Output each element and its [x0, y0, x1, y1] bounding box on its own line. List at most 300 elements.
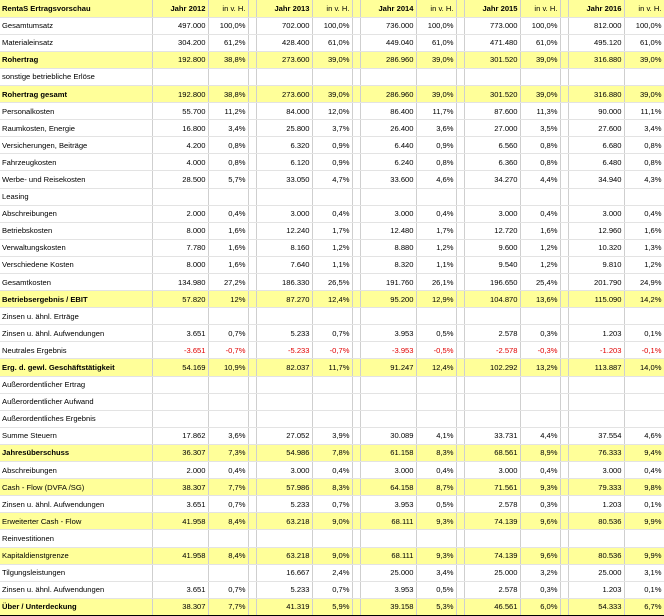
pct-header: in v. H. [520, 0, 560, 17]
percent-cell: 0,4% [208, 205, 248, 222]
percent-cell: -0,7% [312, 342, 352, 359]
spacer-cell [248, 0, 256, 17]
value-cell: 86.400 [360, 103, 416, 120]
row-label: Gesamtumsatz [0, 17, 152, 34]
percent-cell: 1,2% [416, 239, 456, 256]
percent-cell: 0,7% [208, 496, 248, 513]
value-cell: 57.986 [256, 479, 312, 496]
spacer-cell [456, 410, 464, 427]
percent-cell: 4,7% [312, 171, 352, 188]
value-cell: 25.000 [464, 564, 520, 581]
value-cell: 25.000 [360, 564, 416, 581]
spacer-cell [456, 51, 464, 68]
spacer-cell [456, 462, 464, 479]
row-label: Kapitaldienstgrenze [0, 547, 152, 564]
value-cell: -3.953 [360, 342, 416, 359]
percent-cell: 13,6% [520, 291, 560, 308]
spacer-cell [560, 564, 568, 581]
spacer-cell [248, 581, 256, 598]
value-cell: 2.578 [464, 581, 520, 598]
row-label: Erg. d. gewl. Geschäftstätigkeit [0, 359, 152, 376]
percent-cell: 39,0% [416, 51, 456, 68]
row-label: Zinsen u. ähnl. Erträge [0, 308, 152, 325]
value-cell: 5.233 [256, 496, 312, 513]
spacer-cell [248, 325, 256, 342]
spacer-cell [352, 188, 360, 205]
table-row [0, 274, 664, 291]
value-cell: 5.233 [256, 325, 312, 342]
spacer-cell [456, 581, 464, 598]
value-cell: 286.960 [360, 51, 416, 68]
value-cell [256, 308, 312, 325]
percent-cell [312, 530, 352, 547]
spacer-cell [560, 427, 568, 444]
header-row [0, 0, 664, 17]
value-cell: 91.247 [360, 359, 416, 376]
percent-cell [208, 188, 248, 205]
percent-cell: 39,0% [312, 85, 352, 102]
spacer-cell [560, 137, 568, 154]
percent-cell: 9,9% [624, 513, 664, 530]
value-cell: 54.169 [152, 359, 208, 376]
percent-cell: 12,9% [416, 291, 456, 308]
value-cell: 33.050 [256, 171, 312, 188]
spacer-cell [456, 171, 464, 188]
spacer-cell [248, 308, 256, 325]
percent-cell: 2,4% [312, 564, 352, 581]
value-cell: 61.158 [360, 444, 416, 461]
percent-cell: 0,4% [624, 205, 664, 222]
value-cell: 41.958 [152, 513, 208, 530]
percent-cell: 0,4% [312, 205, 352, 222]
spacer-cell [352, 68, 360, 85]
value-cell [256, 410, 312, 427]
spacer-cell [456, 137, 464, 154]
value-cell: 9.600 [464, 239, 520, 256]
percent-cell: 3,1% [624, 564, 664, 581]
percent-cell: 3,5% [520, 120, 560, 137]
percent-cell: 0,3% [520, 496, 560, 513]
percent-cell: 1,6% [208, 222, 248, 239]
table-row [0, 154, 664, 171]
percent-cell: 9,3% [416, 513, 456, 530]
value-cell: 495.120 [568, 34, 624, 51]
percent-cell [520, 188, 560, 205]
row-label: Personalkosten [0, 103, 152, 120]
value-cell: 9.810 [568, 256, 624, 273]
spacer-cell [560, 376, 568, 393]
percent-cell: 100,0% [208, 17, 248, 34]
value-cell: 41.319 [256, 598, 312, 615]
row-label: Abschreibungen [0, 205, 152, 222]
table-row [0, 547, 664, 564]
percent-cell: 1,2% [520, 256, 560, 273]
table-row [0, 530, 664, 547]
value-cell: 2.578 [464, 496, 520, 513]
spacer-cell [248, 564, 256, 581]
value-cell [568, 393, 624, 410]
percent-cell: 3,2% [520, 564, 560, 581]
spacer-cell [352, 496, 360, 513]
value-cell: 316.880 [568, 85, 624, 102]
spacer-cell [352, 513, 360, 530]
percent-cell: 11,2% [208, 103, 248, 120]
value-cell [360, 410, 416, 427]
spacer-cell [560, 513, 568, 530]
spacer-cell [456, 325, 464, 342]
percent-cell: 0,4% [624, 462, 664, 479]
value-cell: 304.200 [152, 34, 208, 51]
spacer-cell [248, 479, 256, 496]
value-cell: 6.320 [256, 137, 312, 154]
spacer-cell [248, 103, 256, 120]
percent-cell: 8,7% [416, 479, 456, 496]
table-row [0, 479, 664, 496]
value-cell: 812.000 [568, 17, 624, 34]
percent-cell: 0,8% [624, 137, 664, 154]
spacer-cell [560, 256, 568, 273]
spacer-cell [560, 171, 568, 188]
table-row [0, 51, 664, 68]
spacer-cell [456, 256, 464, 273]
percent-cell: 12% [208, 291, 248, 308]
value-cell: 6.560 [464, 137, 520, 154]
percent-cell [312, 68, 352, 85]
spacer-cell [560, 154, 568, 171]
year-header: Jahr 2015 [464, 0, 520, 17]
percent-cell: 39,0% [624, 51, 664, 68]
spacer-cell [352, 427, 360, 444]
value-cell: 115.090 [568, 291, 624, 308]
table-row [0, 256, 664, 273]
row-label: Reinvestitionen [0, 530, 152, 547]
value-cell: 3.953 [360, 496, 416, 513]
spacer-cell [248, 68, 256, 85]
percent-cell [624, 376, 664, 393]
percent-cell [520, 393, 560, 410]
percent-cell: 61,0% [520, 34, 560, 51]
percent-cell: 61,0% [624, 34, 664, 51]
percent-cell: 0,8% [416, 154, 456, 171]
spacer-cell [456, 154, 464, 171]
spacer-cell [248, 188, 256, 205]
spacer-cell [248, 171, 256, 188]
spacer-cell [456, 547, 464, 564]
spacer-cell [352, 205, 360, 222]
percent-cell: 9,0% [312, 547, 352, 564]
value-cell [256, 376, 312, 393]
value-cell: 5.233 [256, 581, 312, 598]
value-cell: 54.333 [568, 598, 624, 615]
spacer-cell [248, 222, 256, 239]
value-cell: 46.561 [464, 598, 520, 615]
value-cell: 16.800 [152, 120, 208, 137]
value-cell: 84.000 [256, 103, 312, 120]
percent-cell: 3,6% [208, 427, 248, 444]
value-cell [152, 410, 208, 427]
percent-cell: 61,0% [416, 34, 456, 51]
percent-cell: 7,3% [208, 444, 248, 461]
percent-cell: 7,8% [312, 444, 352, 461]
percent-cell: -0,3% [520, 342, 560, 359]
value-cell: 3.000 [256, 462, 312, 479]
percent-cell [624, 308, 664, 325]
value-cell [152, 188, 208, 205]
spacer-cell [248, 291, 256, 308]
spacer-cell [456, 530, 464, 547]
value-cell: 8.320 [360, 256, 416, 273]
table-row [0, 222, 664, 239]
value-cell: 38.307 [152, 479, 208, 496]
spacer-cell [560, 85, 568, 102]
percent-cell: 0,1% [624, 496, 664, 513]
spacer-cell [560, 308, 568, 325]
spacer-cell [560, 188, 568, 205]
row-label: Verwaltungskosten [0, 239, 152, 256]
value-cell: 17.862 [152, 427, 208, 444]
value-cell [360, 393, 416, 410]
spacer-cell [456, 376, 464, 393]
value-cell: 104.870 [464, 291, 520, 308]
value-cell: 80.536 [568, 513, 624, 530]
percent-cell: 0,4% [520, 462, 560, 479]
percent-cell: 9,4% [624, 444, 664, 461]
percent-cell: -0,1% [624, 342, 664, 359]
spacer-cell [248, 547, 256, 564]
percent-cell [312, 410, 352, 427]
percent-cell: 38,8% [208, 51, 248, 68]
spacer-cell [248, 410, 256, 427]
spacer-cell [248, 513, 256, 530]
spacer-cell [560, 444, 568, 461]
percent-cell [416, 410, 456, 427]
spacer-cell [352, 479, 360, 496]
row-label: Erweiterter Cash - Flow [0, 513, 152, 530]
value-cell: 12.480 [360, 222, 416, 239]
spacer-cell [456, 17, 464, 34]
percent-cell: -0,7% [208, 342, 248, 359]
spacer-cell [456, 188, 464, 205]
spacer-cell [248, 85, 256, 102]
value-cell: 3.000 [568, 462, 624, 479]
spacer-cell [352, 274, 360, 291]
table-row [0, 581, 664, 598]
value-cell: 68.111 [360, 513, 416, 530]
table-row [0, 171, 664, 188]
percent-cell: 1,7% [312, 222, 352, 239]
spacer-cell [352, 137, 360, 154]
spacer-cell [352, 34, 360, 51]
percent-cell: 11,7% [312, 359, 352, 376]
value-cell: 7.640 [256, 256, 312, 273]
value-cell: 39.158 [360, 598, 416, 615]
table-body [0, 17, 664, 615]
row-label: Cash - Flow (DVFA /SG) [0, 479, 152, 496]
table-row [0, 496, 664, 513]
value-cell: 90.000 [568, 103, 624, 120]
percent-cell: 4,3% [624, 171, 664, 188]
spacer-cell [456, 274, 464, 291]
value-cell: 3.953 [360, 325, 416, 342]
spacer-cell [560, 34, 568, 51]
value-cell: 3.000 [464, 205, 520, 222]
percent-cell [624, 393, 664, 410]
percent-cell: 7,7% [208, 598, 248, 615]
spacer-cell [352, 547, 360, 564]
percent-cell: 100,0% [520, 17, 560, 34]
row-label: Zinsen u. ähnl. Aufwendungen [0, 581, 152, 598]
value-cell [464, 410, 520, 427]
percent-cell: 27,2% [208, 274, 248, 291]
value-cell: 30.089 [360, 427, 416, 444]
pct-header: in v. H. [312, 0, 352, 17]
spacer-cell [248, 342, 256, 359]
row-label: Außerordentliches Ergebnis [0, 410, 152, 427]
value-cell: 4.200 [152, 137, 208, 154]
spacer-cell [456, 359, 464, 376]
value-cell [464, 308, 520, 325]
value-cell: 428.400 [256, 34, 312, 51]
percent-cell: 0,4% [312, 462, 352, 479]
percent-cell [416, 68, 456, 85]
value-cell: 3.000 [464, 462, 520, 479]
value-cell [256, 188, 312, 205]
spacer-cell [560, 342, 568, 359]
percent-cell: 6,0% [520, 598, 560, 615]
value-cell: 3.651 [152, 581, 208, 598]
value-cell: 113.887 [568, 359, 624, 376]
table-row [0, 120, 664, 137]
spacer-cell [456, 342, 464, 359]
value-cell: 12.720 [464, 222, 520, 239]
value-cell: 87.270 [256, 291, 312, 308]
percent-cell: 0,8% [624, 154, 664, 171]
spacer-cell [560, 530, 568, 547]
percent-cell: 0,8% [208, 137, 248, 154]
row-label: Raumkosten, Energie [0, 120, 152, 137]
spacer-cell [560, 222, 568, 239]
value-cell: 186.330 [256, 274, 312, 291]
spacer-cell [352, 462, 360, 479]
row-label: Summe Steuern [0, 427, 152, 444]
percent-cell: 3,4% [416, 564, 456, 581]
value-cell: 497.000 [152, 17, 208, 34]
value-cell [256, 68, 312, 85]
value-cell [360, 308, 416, 325]
value-cell: 36.307 [152, 444, 208, 461]
percent-cell: 3,7% [312, 120, 352, 137]
value-cell: 6.480 [568, 154, 624, 171]
value-cell [152, 308, 208, 325]
value-cell: 10.320 [568, 239, 624, 256]
percent-cell [520, 376, 560, 393]
spacer-cell [352, 410, 360, 427]
table-row [0, 205, 664, 222]
value-cell: 3.953 [360, 581, 416, 598]
value-cell: 82.037 [256, 359, 312, 376]
value-cell [152, 68, 208, 85]
row-label: Abschreibungen [0, 462, 152, 479]
spacer-cell [248, 51, 256, 68]
value-cell: 68.111 [360, 547, 416, 564]
percent-cell: 4,4% [520, 427, 560, 444]
percent-cell: 61,2% [208, 34, 248, 51]
percent-cell: 1,2% [312, 239, 352, 256]
year-header: Jahr 2016 [568, 0, 624, 17]
percent-cell [624, 68, 664, 85]
pct-header: in v. H. [416, 0, 456, 17]
table-row [0, 34, 664, 51]
value-cell: -1.203 [568, 342, 624, 359]
value-cell: 8.160 [256, 239, 312, 256]
percent-cell: 0,8% [520, 137, 560, 154]
percent-cell: 0,8% [520, 154, 560, 171]
value-cell: 6.240 [360, 154, 416, 171]
spacer-cell [456, 239, 464, 256]
value-cell: 471.480 [464, 34, 520, 51]
row-label: Zinsen u. ähnl. Aufwendungen [0, 496, 152, 513]
percent-cell: 11,1% [624, 103, 664, 120]
value-cell: 134.980 [152, 274, 208, 291]
value-cell: 2.000 [152, 462, 208, 479]
percent-cell: 9,0% [312, 513, 352, 530]
value-cell [360, 188, 416, 205]
percent-cell: 14,2% [624, 291, 664, 308]
percent-cell: 1,6% [208, 256, 248, 273]
row-label: Jahresüberschuss [0, 444, 152, 461]
spacer-cell [456, 222, 464, 239]
percent-cell: 0,4% [416, 205, 456, 222]
value-cell: 773.000 [464, 17, 520, 34]
row-label: Außerordentlicher Aufwand [0, 393, 152, 410]
spacer-cell [352, 444, 360, 461]
spacer-cell [248, 154, 256, 171]
spacer-cell [248, 256, 256, 273]
percent-cell [208, 376, 248, 393]
spacer-cell [352, 308, 360, 325]
spacer-cell [352, 154, 360, 171]
percent-cell: 11,3% [520, 103, 560, 120]
percent-cell: 1,2% [624, 256, 664, 273]
table-row [0, 427, 664, 444]
row-label: Materialeinsatz [0, 34, 152, 51]
percent-cell: 100,0% [416, 17, 456, 34]
value-cell: 68.561 [464, 444, 520, 461]
value-cell [256, 393, 312, 410]
value-cell: 25.000 [568, 564, 624, 581]
percent-cell [624, 188, 664, 205]
value-cell [152, 393, 208, 410]
value-cell: 3.651 [152, 325, 208, 342]
spacer-cell [248, 598, 256, 615]
spacer-cell [560, 598, 568, 615]
value-cell: 54.986 [256, 444, 312, 461]
value-cell: 34.270 [464, 171, 520, 188]
percent-cell: 13,2% [520, 359, 560, 376]
spacer-cell [352, 256, 360, 273]
spacer-cell [456, 598, 464, 615]
table-row [0, 85, 664, 102]
table-row [0, 291, 664, 308]
percent-cell: 25,4% [520, 274, 560, 291]
value-cell [360, 530, 416, 547]
spacer-cell [248, 137, 256, 154]
spacer-cell [352, 85, 360, 102]
percent-cell: 0,4% [520, 205, 560, 222]
table-row [0, 359, 664, 376]
table-row [0, 188, 664, 205]
percent-cell: 4,1% [416, 427, 456, 444]
